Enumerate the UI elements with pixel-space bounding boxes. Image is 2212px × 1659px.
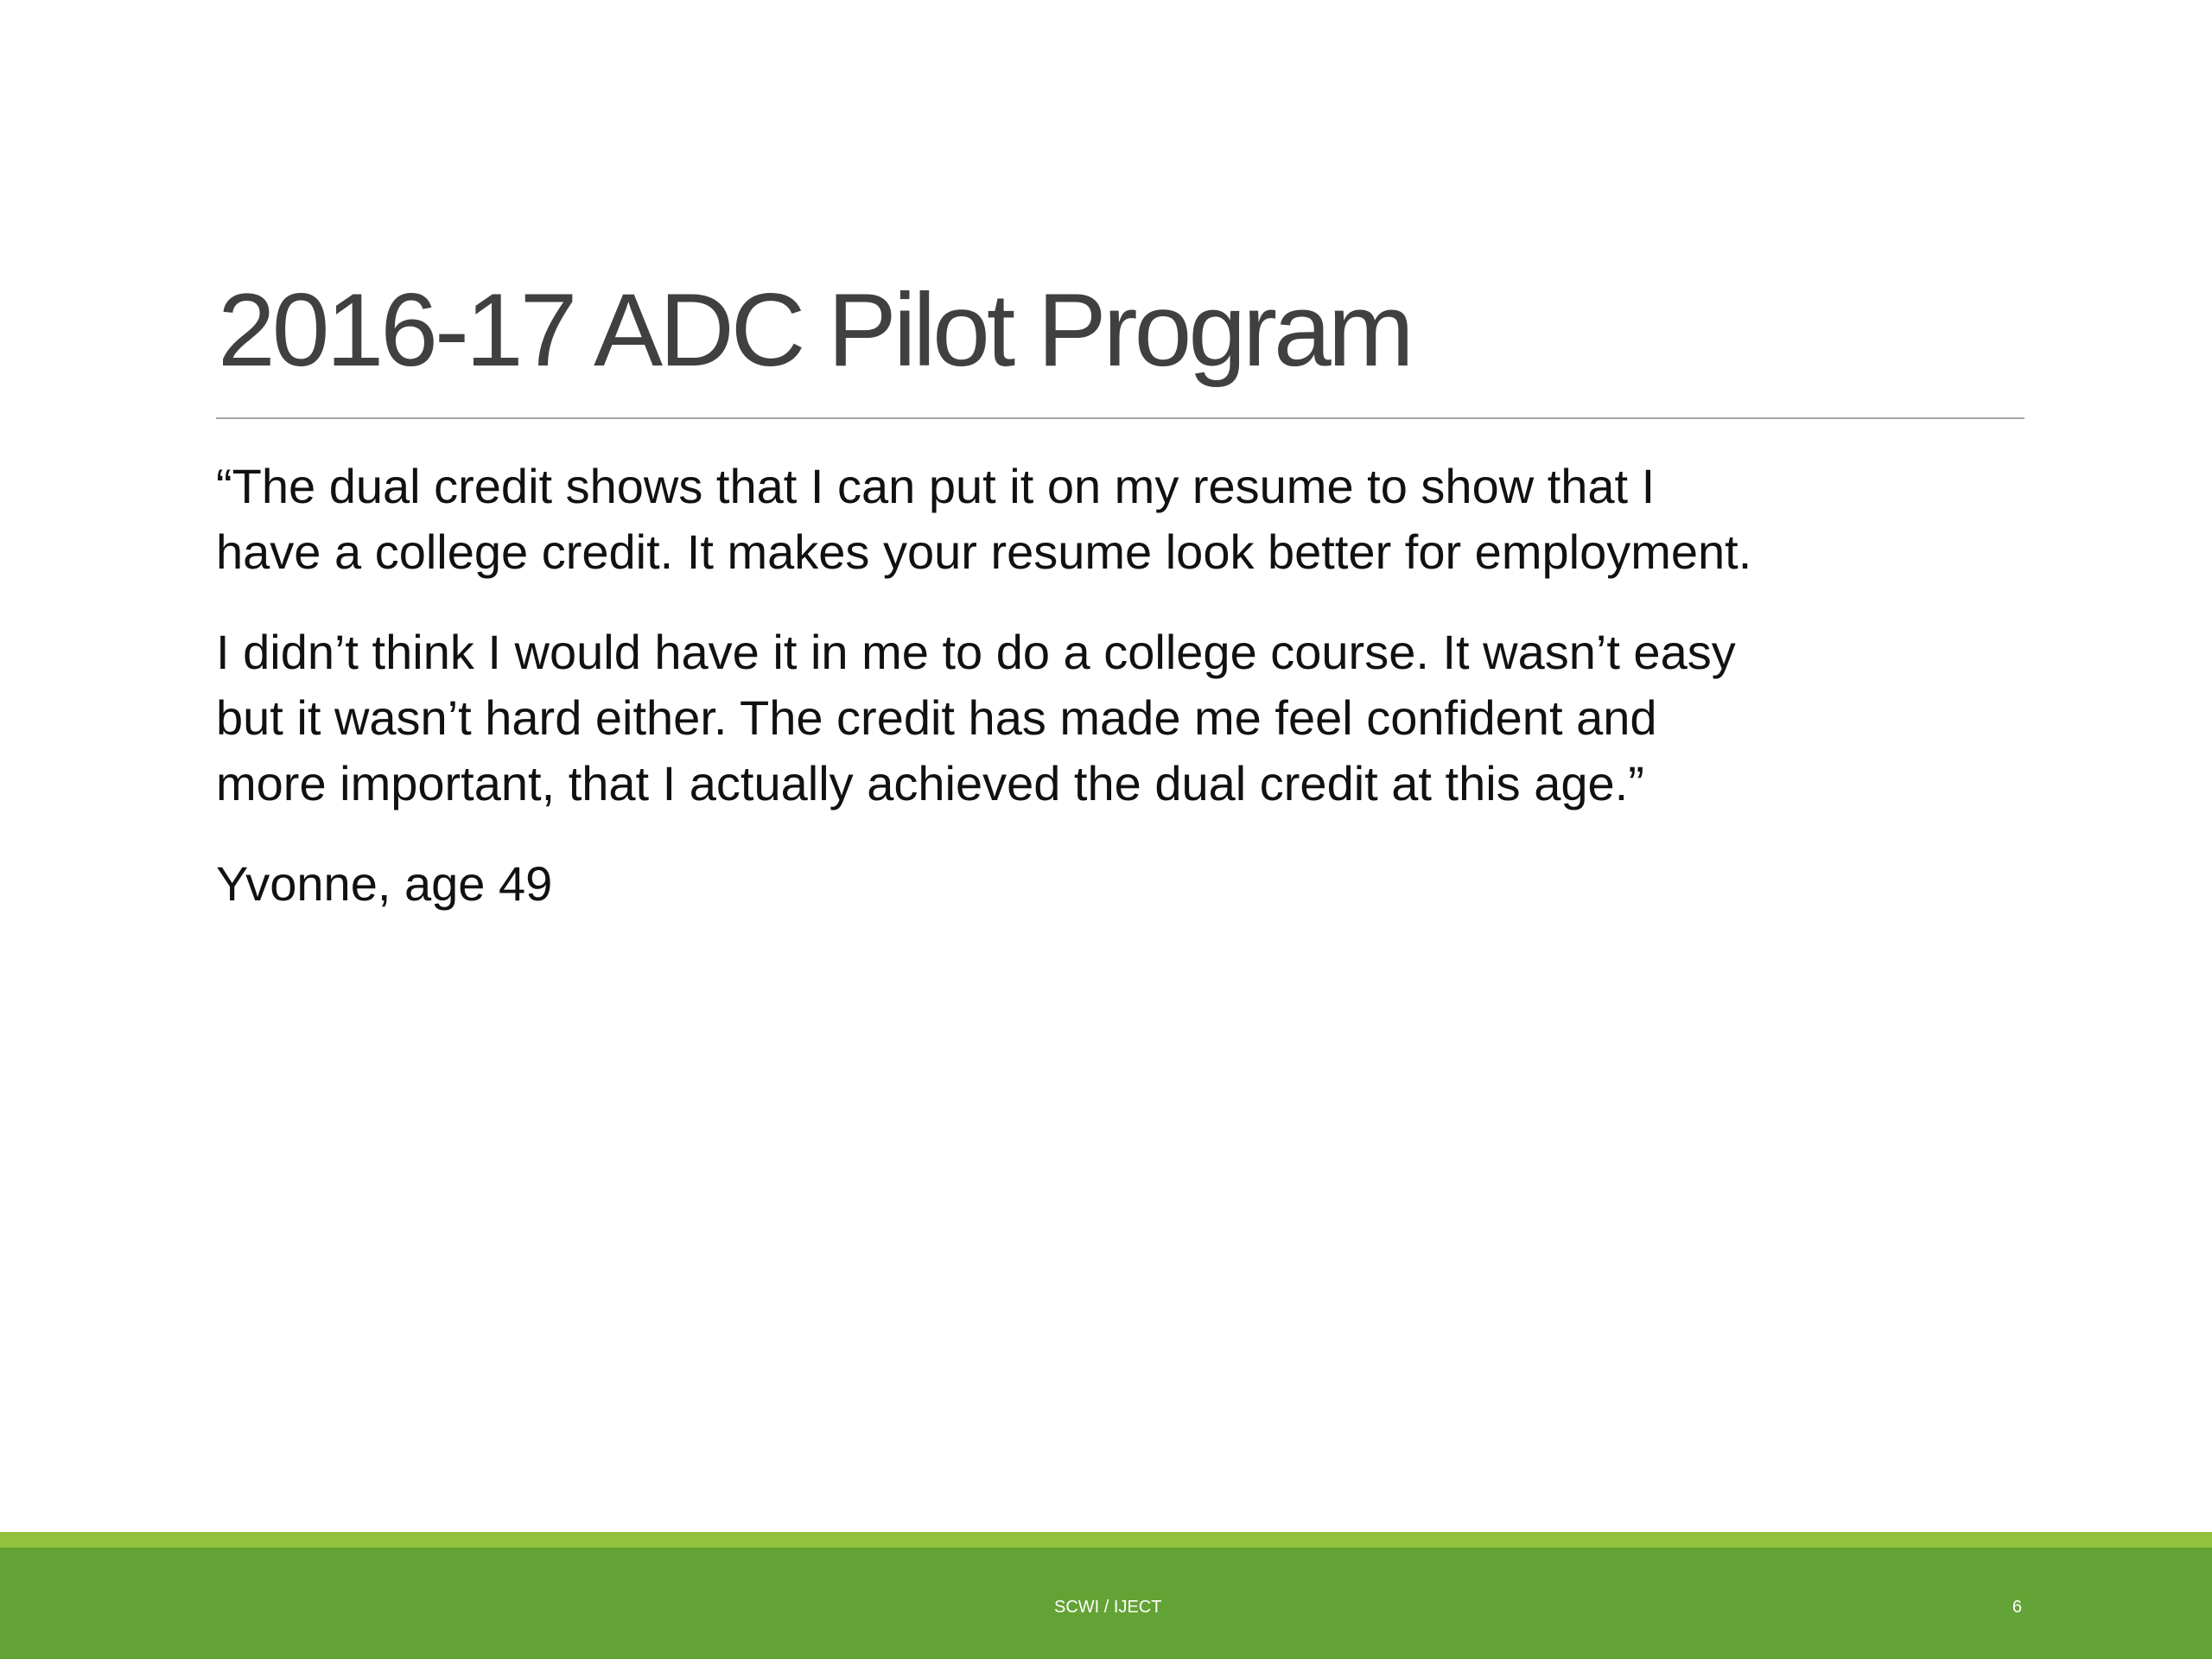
attribution xyxy=(216,851,2039,917)
quote-paragraph-1 xyxy=(216,454,2039,585)
slide-number: 6 xyxy=(2012,1598,2022,1617)
footer-text: SCWI / IJECT xyxy=(1054,1598,1162,1617)
attribution-text: Yvonne, age 49 xyxy=(216,856,553,911)
quote-paragraph-2 xyxy=(216,620,2039,817)
title-divider xyxy=(216,417,2024,419)
slide-title: 2016-17 ADC Pilot Program xyxy=(218,272,1411,388)
quote-line: “The dual credit shows that I can put it on my resume to show that I xyxy=(216,459,1656,513)
slide-body xyxy=(216,454,2039,951)
quote-line: but it wasn’t hard either. The credit has made me feel confident and xyxy=(216,690,1657,745)
footer-accent-stripe xyxy=(0,1532,2212,1548)
quote-line: more important, that I actually achieved the dual credit at this age.” xyxy=(216,756,1644,810)
quote-line: I didn’t think I would have it in me to do a college course. It wasn’t easy xyxy=(216,625,1736,679)
quote-line: have a college credit. It makes your resume look better for employment. xyxy=(216,524,1752,579)
